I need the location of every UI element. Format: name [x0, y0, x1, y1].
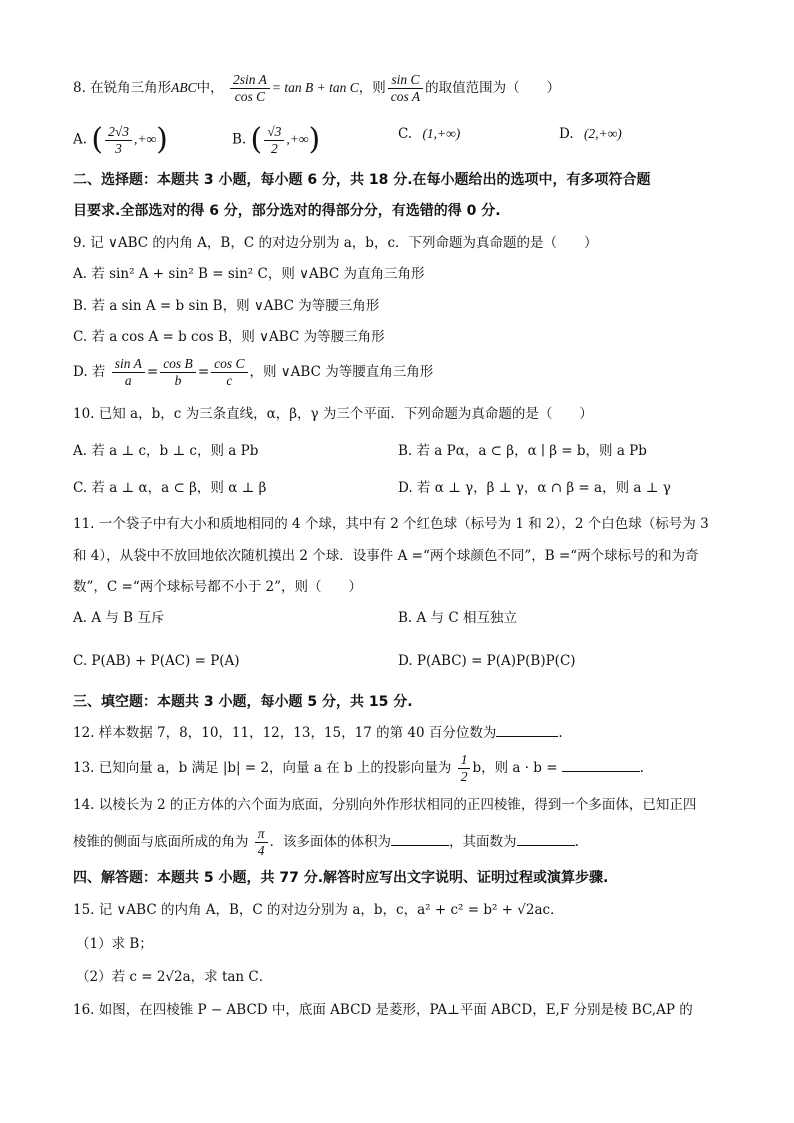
q9-option-d: D. 若 $\frac{\text{sin A}}{a}$ = $\frac{\text{cos B}}{b}$ = $\frac{\text{cos C}}{c}$ ，则 ∨ABC 为等腰直角三角形 [73, 356, 434, 388]
q14-frac-den: 4 [257, 843, 265, 858]
q11-option-c: C. P(AB) + P(AC) = P(A) [73, 653, 240, 669]
q8-option-b-num: √3 [264, 124, 284, 141]
q10-option-c: C. 若 a ⊥ α，a ⊂ β，则 α ⊥ β [73, 480, 267, 496]
q8-frac2-den: cos A [390, 89, 421, 104]
q10-stem: 10. 已知 a，b，c 为三条直线，α，β，γ 为三个平面．下列命题为真命题的是（ ） [73, 406, 593, 422]
q13-end: . [639, 760, 644, 776]
q11-line2: 和 4），从袋中不放回地依次随机摸出 2 个球．设事件 A =“两个球颜色不同”，B =“两个球标号的和为奇 [73, 548, 699, 564]
q14-line2-end: . [574, 834, 579, 850]
q8-option-a-num: 2√3 [105, 124, 132, 141]
q14-line2-mid2: ，其面数为 [449, 834, 517, 850]
q9-option-c: C. 若 a cos A = b cos B，则 ∨ABC 为等腰三角形 [73, 329, 385, 345]
q9-d-frac2-den: b [174, 373, 182, 388]
q8-option-b-label: B. [232, 131, 247, 148]
q8-stem-mid: 中， [196, 80, 224, 96]
q8-option-c-text: (1,+∞) [422, 126, 461, 141]
q8-option-a-tail: ,+∞ [133, 131, 157, 147]
q15-part1: （1）求 B； [76, 936, 153, 952]
q8-option-b: B. ( $\frac{√3}{2}$ ,+∞) [232, 122, 321, 157]
q8-stem-then: ，则 [358, 80, 386, 96]
q13-frac-num: 1 [458, 752, 471, 769]
q14-line1: 14. 以棱长为 2 的正方体的六个面为底面，分别向外作形状相同的正四棱锥，得到一个多面体，已知正四 [73, 797, 697, 813]
q8-option-c [398, 124, 460, 144]
q13 [73, 752, 644, 785]
q10-option-b: B. 若 a Pα，a ⊂ β，α ∣ β = b，则 a Pb [398, 443, 647, 459]
q8-equation: = tan B + tan C [271, 80, 359, 95]
q11-option-d: D. P(ABC) = P(A)P(B)P(C) [398, 653, 576, 669]
q8-fraction-1 [230, 72, 270, 105]
q13-pre: 13. 已知向量 a，b 满足 |b| = 2，向量 a 在 b 上的投影向量为 [73, 760, 452, 776]
q8-option-a-label: A. [73, 131, 88, 148]
q10-option-a: A. 若 a ⊥ c，b ⊥ c，则 a Pb [73, 443, 259, 459]
q8-stem [73, 72, 560, 105]
q9-d-frac2-num: cos B [160, 356, 196, 373]
q9-d-frac1-num: sin A [112, 356, 145, 373]
q14-volume-blank [391, 833, 449, 846]
q11-line3: 数”，C =“两个球标号都不小于 2”，则（ ） [73, 579, 363, 595]
q13-frac-den: 2 [460, 769, 468, 784]
q12-answer-blank [496, 724, 558, 737]
q14-line2-mid: ．该多面体的体积为 [269, 834, 392, 850]
q13-answer-blank [562, 759, 640, 772]
q8-option-b-tail: ,+∞ [286, 131, 309, 147]
q9-d-pre: D. 若 [73, 364, 106, 380]
q8-frac1-num: 2sin A [230, 72, 270, 89]
q9-d-frac3-num: cos C [211, 356, 247, 373]
q9-d-frac3-den: c [226, 373, 233, 388]
q9-option-b: B. 若 a sin A = b sin B，则 ∨ABC 为等腰三角形 [73, 298, 380, 314]
q11-option-a: A. A 与 B 互斥 [73, 610, 165, 626]
section-2-heading-line1: 二、选择题：本题共 3 小题，每小题 6 分，共 18 分.在每小题给出的选项中，有多项符合题 [73, 172, 651, 188]
q8-option-d [559, 124, 622, 144]
q8-option-b-den: 2 [270, 140, 278, 156]
q15-stem: 15. 记 ∨ABC 的内角 A，B，C 的对边分别为 a，b，c，a² + c² = b² + √2ac． [73, 902, 564, 918]
q16-stem: 16. 如图，在四棱锥 P − ABCD 中，底面 ABCD 是菱形，PA⊥平面 ABCD，E,F 分别是棱 BC,AP 的 [73, 1002, 693, 1018]
q10-option-d: D. 若 α ⊥ γ，β ⊥ γ，α ∩ β = a，则 a ⊥ γ [398, 480, 671, 496]
q9-d-post: ，则 ∨ABC 为等腰直角三角形 [249, 364, 434, 380]
q12: 12. 样本数据 7，8，10，11，12，13，15，17 的第 40 百分位数为 . [73, 725, 563, 741]
q14-line2-pre: 棱锥的侧面与底面所成的角为 [73, 834, 249, 850]
q11-line1: 11. 一个袋子中有大小和质地相同的 4 个球，其中有 2 个红色球（标号为 1 和 2），2 个白色球（标号为 3 [73, 516, 709, 532]
section-4-heading: 四、解答题：本题共 5 小题，共 77 分.解答时应写出文字说明、证明过程或演算步骤. [73, 870, 609, 886]
q8-frac2-num: sin C [388, 72, 423, 89]
q12-text: 12. 样本数据 7，8，10，11，12，13，15，17 的第 40 百分位数为 [73, 725, 497, 741]
q9-d-frac1-den: a [124, 373, 132, 388]
q14-faces-blank [517, 833, 575, 846]
q9-option-a: A. 若 sin² A + sin² B = sin² C，则 ∨ABC 为直角三角形 [73, 266, 425, 282]
q8-frac1-den: cos C [234, 89, 266, 104]
section-3-heading: 三、填空题：本题共 3 小题，每小题 5 分，共 15 分. [73, 694, 413, 710]
q15-part2: （2）若 c = 2√2a，求 tan C． [76, 969, 273, 985]
q8-option-c-label: C. [398, 126, 413, 142]
q14-frac-num: π [255, 826, 268, 843]
q14-line2 [73, 826, 579, 859]
q8-stem-post: 的取值范围为（ ） [425, 80, 561, 96]
q13-mid: b，则 a · b = [472, 760, 558, 776]
section-2-heading-line2: 目要求.全部选对的得 6 分，部分选对的得部分分，有选错的得 0 分. [73, 203, 501, 219]
q8-triangle: ABC [171, 80, 197, 95]
q11-option-b: B. A 与 C 相互独立 [398, 610, 517, 626]
q8-option-a: A. ( $\frac{2√3}{3}$ ,+∞) [73, 122, 168, 157]
q9-stem: 9. 记 ∨ABC 的内角 A，B，C 的对边分别为 a，b，c．下列命题为真命题的是（ ） [73, 235, 598, 251]
q8-option-d-label: D. [559, 126, 574, 142]
q8-option-d-text: (2,+∞) [583, 126, 622, 141]
q8-fraction-2 [388, 72, 423, 105]
q8-option-a-den: 3 [115, 140, 122, 156]
q8-stem-pre: 8. 在锐角三角形 [73, 80, 172, 96]
